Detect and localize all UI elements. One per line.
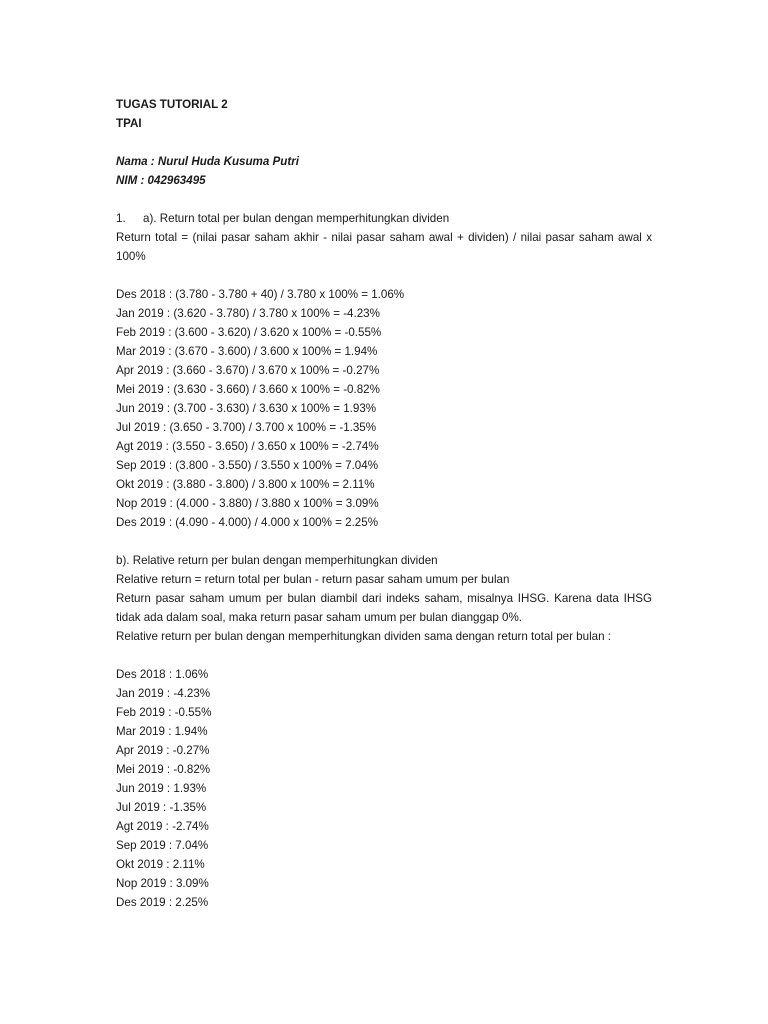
section-a-heading: a). Return total per bulan dengan memperhitungkan dividen <box>143 212 450 225</box>
section-a-rows <box>116 285 652 532</box>
spacer <box>116 532 652 551</box>
calculation-row: Agt 2019 : -2.74% <box>116 820 209 833</box>
calculation-row: Okt 2019 : (3.880 - 3.800) / 3.800 x 100% = 2.11% <box>116 478 375 491</box>
document-page <box>116 95 652 912</box>
calculation-row: Apr 2019 : (3.660 - 3.670) / 3.670 x 100% = -0.27% <box>116 364 380 377</box>
calculation-row: Mar 2019 : (3.670 - 3.600) / 3.600 x 100% = 1.94% <box>116 345 378 358</box>
calculation-row: Sep 2019 : (3.800 - 3.550) / 3.550 x 100% = 7.04% <box>116 459 379 472</box>
section-b-explanation: Return pasar saham umum per bulan diambil dari indeks saham, misalnya IHSG. Karena data IHSG tidak ada dalam soal, maka return pasar saham umum per bulan dianggap 0%. <box>116 592 652 624</box>
document-title: TUGAS TUTORIAL 2 <box>116 98 228 111</box>
student-nim: NIM : 042963495 <box>116 174 206 187</box>
calculation-row: Jan 2019 : (3.620 - 3.780) / 3.780 x 100% = -4.23% <box>116 307 380 320</box>
section-a-formula: Return total = (nilai pasar saham akhir - nilai pasar saham awal + dividen) / nilai pasar saham awal x 100% <box>116 231 652 263</box>
question-number: 1. <box>116 212 126 225</box>
calculation-row: Jul 2019 : (3.650 - 3.700) / 3.700 x 100% = -1.35% <box>116 421 377 434</box>
calculation-row: Feb 2019 : (3.600 - 3.620) / 3.620 x 100% = -0.55% <box>116 326 382 339</box>
spacer <box>116 190 652 209</box>
spacer <box>116 646 652 665</box>
calculation-row: Okt 2019 : 2.11% <box>116 858 205 871</box>
calculation-row: Mar 2019 : 1.94% <box>116 725 208 738</box>
calculation-row: Apr 2019 : -0.27% <box>116 744 210 757</box>
document-subtitle: TPAI <box>116 117 142 130</box>
calculation-row: Mei 2019 : (3.630 - 3.660) / 3.660 x 100% = -0.82% <box>116 383 380 396</box>
section-b-rows <box>116 665 652 912</box>
calculation-row: Jun 2019 : 1.93% <box>116 782 207 795</box>
calculation-row: Des 2018 : 1.06% <box>116 668 209 681</box>
calculation-row: Des 2019 : 2.25% <box>116 896 209 909</box>
calculation-row: Sep 2019 : 7.04% <box>116 839 209 852</box>
section-b-heading: b). Relative return per bulan dengan memperhitungkan dividen <box>116 554 438 567</box>
calculation-row: Jun 2019 : (3.700 - 3.630) / 3.630 x 100% = 1.93% <box>116 402 377 415</box>
calculation-row: Agt 2019 : (3.550 - 3.650) / 3.650 x 100% = -2.74% <box>116 440 379 453</box>
section-b-definition: Relative return = return total per bulan - return pasar saham umum per bulan <box>116 573 510 586</box>
spacer <box>116 266 652 285</box>
calculation-row: Jul 2019 : -1.35% <box>116 801 207 814</box>
calculation-row: Jan 2019 : -4.23% <box>116 687 211 700</box>
calculation-row: Nop 2019 : (4.000 - 3.880) / 3.880 x 100% = 3.09% <box>116 497 379 510</box>
calculation-row: Des 2019 : (4.090 - 4.000) / 4.000 x 100% = 2.25% <box>116 516 378 529</box>
spacer <box>116 133 652 152</box>
calculation-row: Feb 2019 : -0.55% <box>116 706 212 719</box>
calculation-row: Nop 2019 : 3.09% <box>116 877 209 890</box>
calculation-row: Des 2018 : (3.780 - 3.780 + 40) / 3.780 x 100% = 1.06% <box>116 288 405 301</box>
section-b-conclusion: Relative return per bulan dengan memperhitungkan dividen sama dengan return total per bulan : <box>116 630 611 643</box>
calculation-row: Mei 2019 : -0.82% <box>116 763 211 776</box>
student-name: Nama : Nurul Huda Kusuma Putri <box>116 155 299 168</box>
question-1-heading <box>116 209 652 228</box>
